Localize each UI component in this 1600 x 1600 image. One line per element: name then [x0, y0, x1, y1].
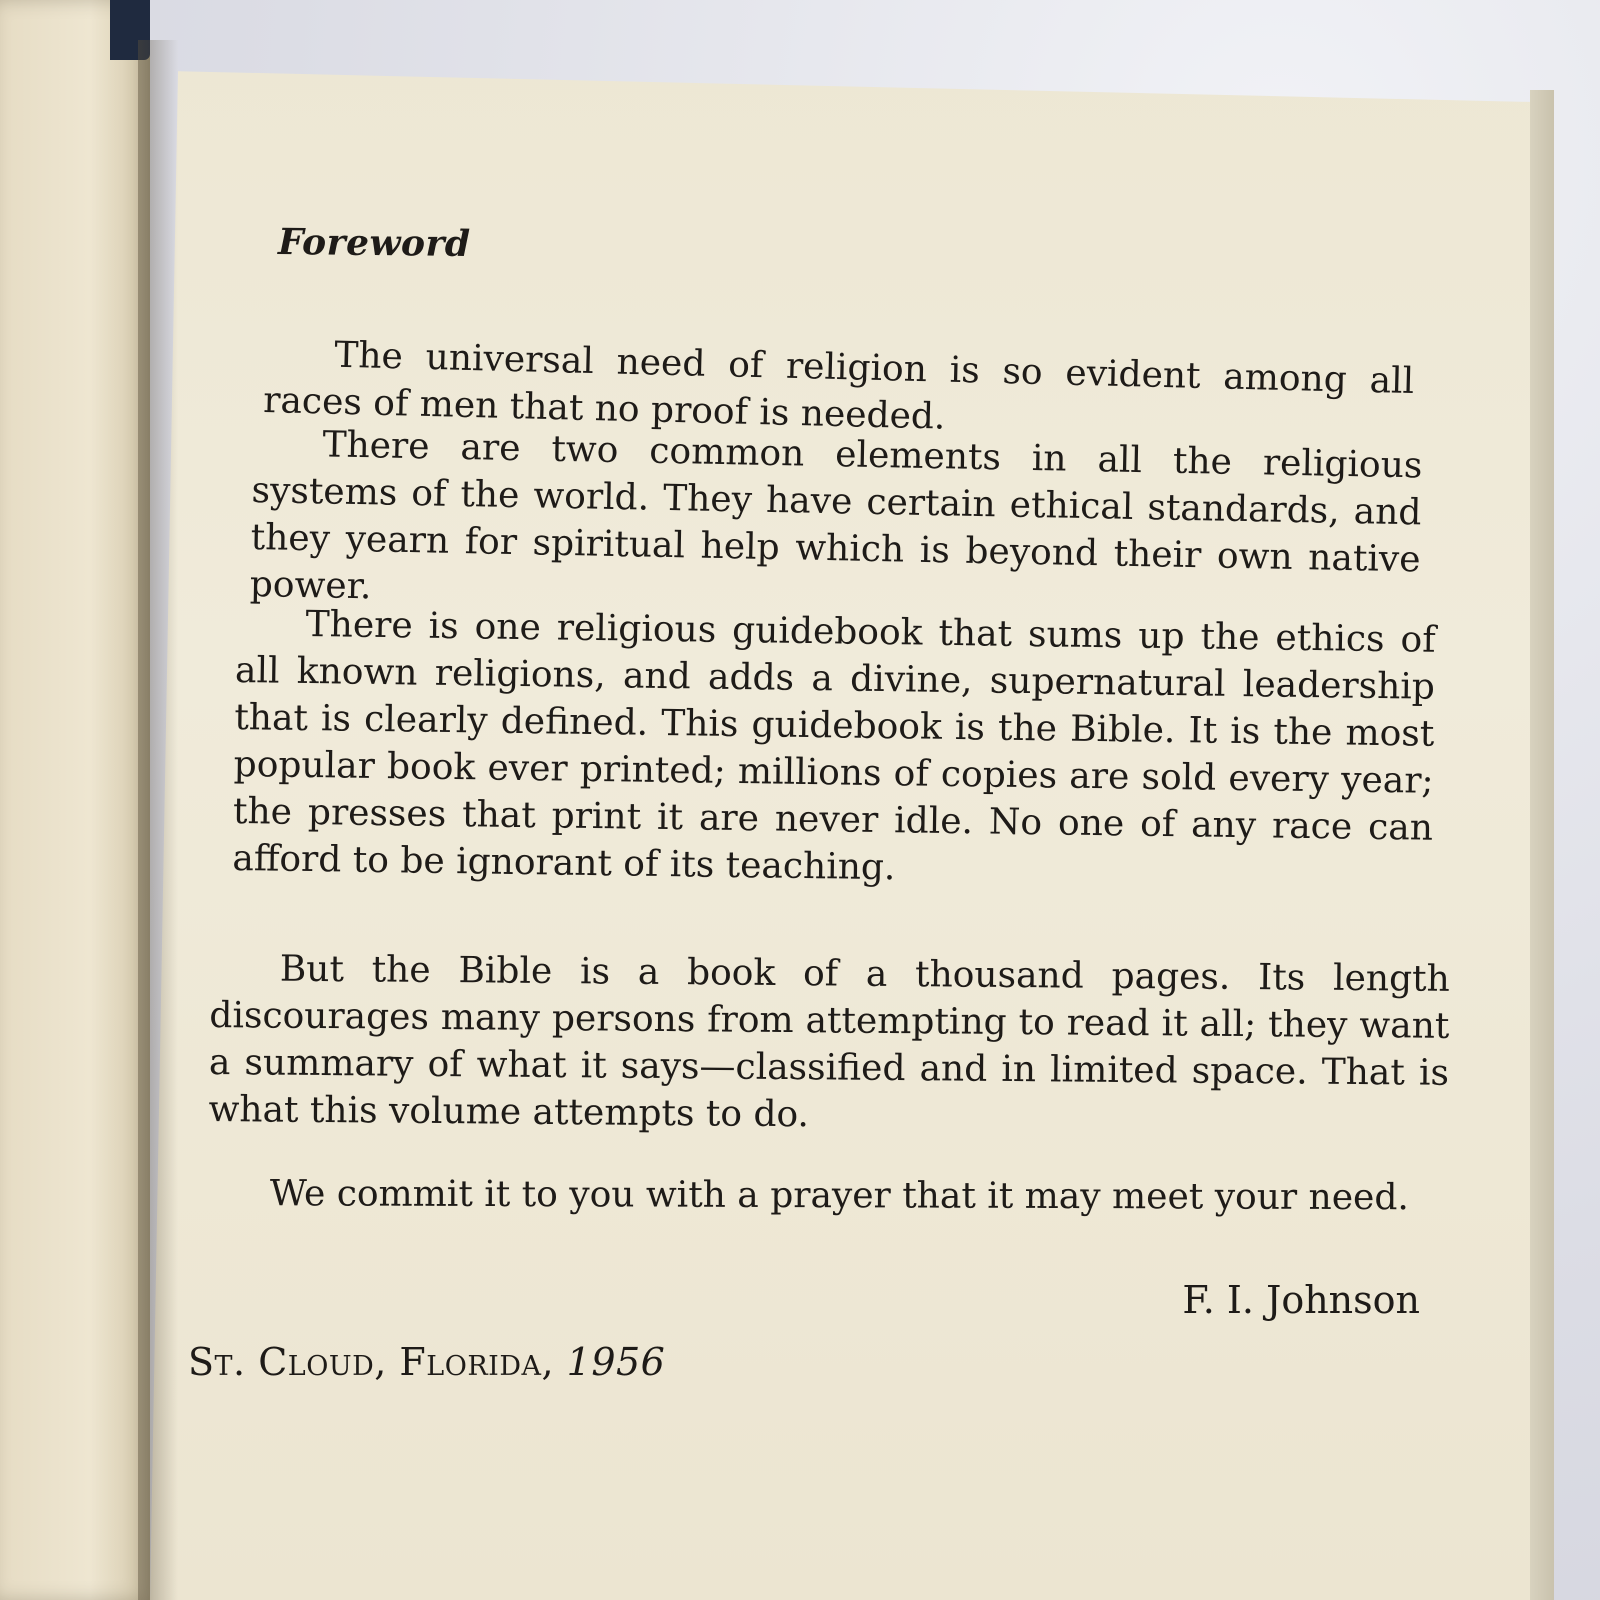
paragraph-2: There are two common elements in all the religious systems of the world. They have certain ethical standards, and they yearn for spiritual help which is beyond their own native power.: [249, 424, 1423, 608]
place-and-date: [188, 1340, 665, 1384]
paragraph-5: We commit it to you with a prayer that it may meet your need.: [269, 1173, 1409, 1219]
place-name: St. Cloud, Florida,: [188, 1340, 555, 1384]
paragraph-1: The universal need of religion is so evident among all races of men that no proof is needed.: [262, 334, 1415, 438]
page-title: Foreword: [277, 220, 471, 266]
author-signature: F. I. Johnson: [1182, 1278, 1420, 1322]
paragraph-3: There is one religious guidebook that sums up the ethics of all known religions, and adds a divine, supernatural leadership that is clearly defined. This guidebook is the Bible. It is the most popular book ever printed; millions of copies are sold every year; the presses that print it are never idle. No one of any race can afford to be ignorant of its teaching.: [232, 603, 1436, 889]
publication-year: 1956: [566, 1340, 666, 1384]
paragraph-4: But the Bible is a book of a thousand pages. Its length discourages many persons from attempting to read it all; they want a summary of what it says—classified and in limited space. That is what this volume attempts to do.: [208, 948, 1450, 1136]
